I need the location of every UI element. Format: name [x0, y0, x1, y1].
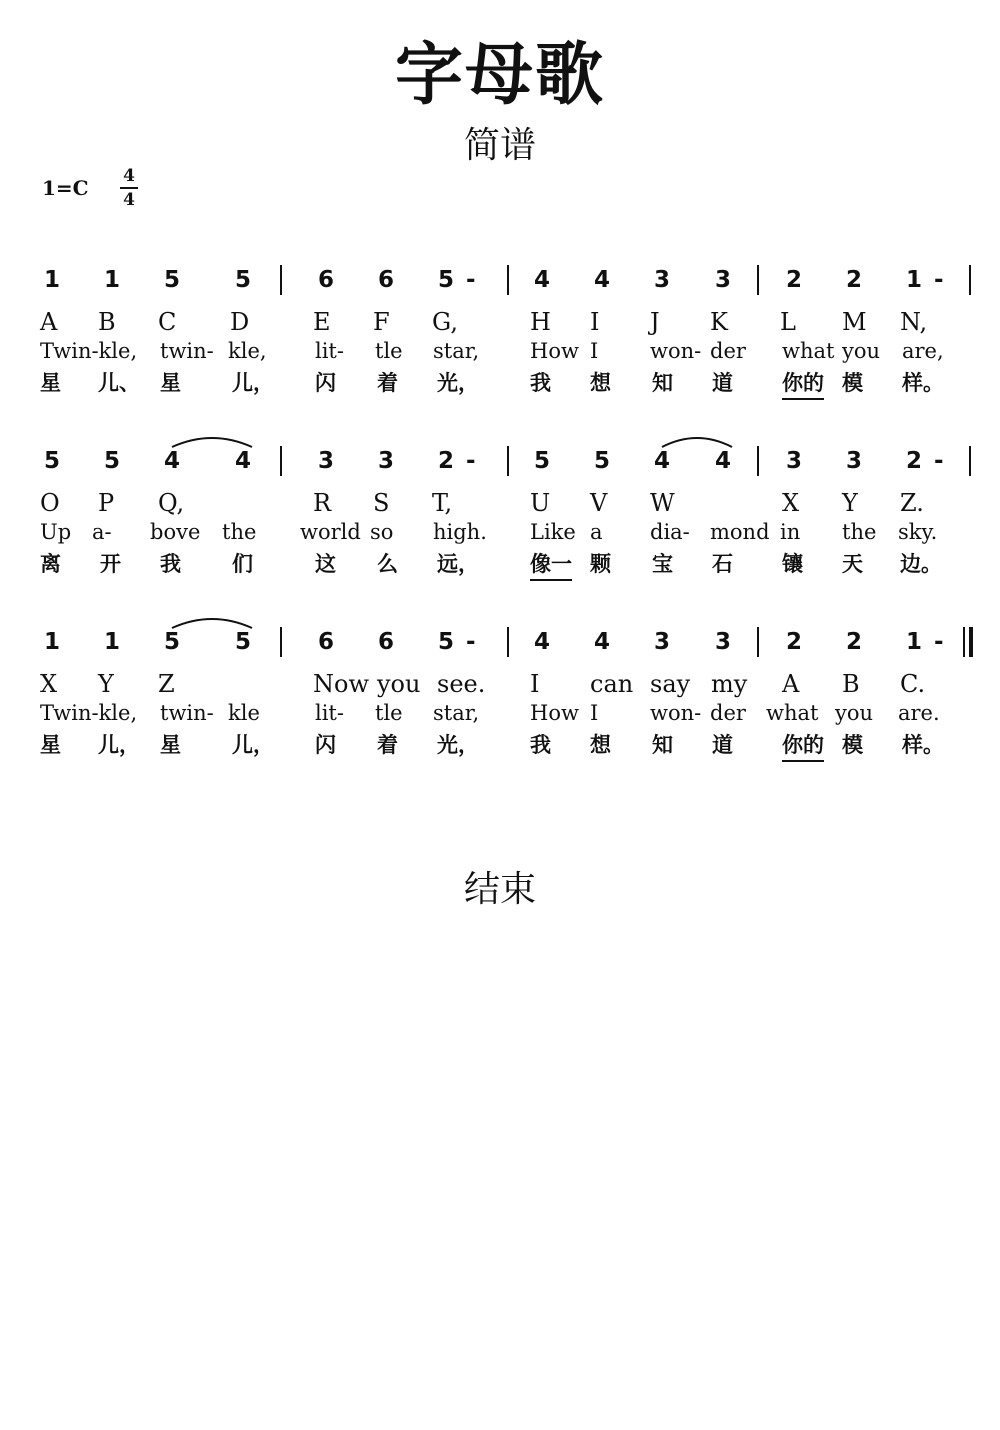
- note: 3: [378, 448, 395, 474]
- letter-lyric: Z.: [900, 489, 924, 517]
- chinese-lyric: 道: [712, 371, 733, 395]
- letter-lyric: U: [530, 489, 551, 517]
- note: -: [466, 448, 476, 474]
- chinese-lyric: 知: [652, 371, 673, 395]
- note: 5: [438, 267, 455, 293]
- chinese-lyric: 你的: [782, 370, 824, 400]
- note: 5: [164, 629, 181, 655]
- chinese-lyric: 想: [590, 371, 611, 395]
- letter-lyric: can: [590, 670, 634, 698]
- letter-lyric: P: [98, 489, 115, 517]
- note: -: [934, 267, 944, 293]
- letter-lyric: you: [377, 670, 421, 698]
- note: 5: [164, 267, 181, 293]
- chinese-lyric: 像一: [530, 551, 572, 581]
- note: 5: [438, 629, 455, 655]
- barline: [969, 446, 971, 476]
- note: 4: [715, 448, 732, 474]
- note: 2: [438, 448, 455, 474]
- note: 2: [786, 267, 803, 293]
- note: 3: [786, 448, 803, 474]
- time-signature-divider: [120, 187, 138, 189]
- english-lyric: lit-: [315, 339, 344, 363]
- letter-lyric: C.: [900, 670, 926, 698]
- chinese-lyric: 儿，: [232, 733, 274, 757]
- note: 1: [104, 267, 121, 293]
- note: 4: [594, 267, 611, 293]
- english-lyric: a: [590, 520, 603, 544]
- note: -: [934, 629, 944, 655]
- barline: [507, 446, 509, 476]
- letter-lyric: F: [373, 308, 390, 336]
- note: 2: [786, 629, 803, 655]
- chinese-lyric: 儿、: [98, 371, 140, 395]
- english-lyric: tle: [375, 339, 403, 363]
- time-signature-bottom: 4: [123, 190, 135, 210]
- note: 1: [44, 267, 61, 293]
- page-title: 字母歌: [394, 36, 605, 115]
- letter-lyric: B: [98, 308, 116, 336]
- final-barline-thin: [963, 627, 965, 657]
- letter-lyric: say: [650, 670, 691, 698]
- english-lyric: I: [590, 339, 599, 363]
- chinese-lyric: 着: [377, 733, 398, 757]
- chinese-lyric: 知: [652, 733, 673, 757]
- english-lyric: kle,: [228, 339, 267, 363]
- chinese-lyric: 星: [40, 733, 61, 757]
- english-lyric: what: [766, 701, 819, 725]
- note: 6: [318, 629, 335, 655]
- letter-lyric: S: [373, 489, 390, 517]
- page-subtitle: 简谱: [463, 125, 536, 166]
- key-signature: 1=C: [42, 176, 89, 200]
- note: 3: [846, 448, 863, 474]
- note: 3: [318, 448, 335, 474]
- letter-lyric: A: [40, 308, 58, 336]
- chinese-lyric: 镶: [782, 552, 803, 576]
- note: 5: [235, 629, 252, 655]
- chinese-lyric: 样。: [902, 371, 944, 395]
- english-lyric: lit-: [315, 701, 344, 725]
- barline: [757, 446, 759, 476]
- letter-lyric: C: [158, 308, 177, 336]
- letter-lyric: J: [650, 308, 660, 336]
- note: 5: [44, 448, 61, 474]
- english-lyric: Twin-kle,: [40, 701, 138, 725]
- note: -: [934, 448, 944, 474]
- english-lyric: tle: [375, 701, 403, 725]
- note: 1: [44, 629, 61, 655]
- chinese-lyric: 颗: [590, 552, 611, 576]
- english-lyric: high.: [433, 520, 487, 544]
- english-lyric: kle: [228, 701, 260, 725]
- english-lyric: so: [370, 520, 394, 544]
- note: 3: [715, 629, 732, 655]
- note: 4: [594, 629, 611, 655]
- note: 3: [715, 267, 732, 293]
- chinese-lyric: 儿，: [232, 371, 274, 395]
- note: 4: [654, 448, 671, 474]
- chinese-lyric: 这: [315, 552, 336, 576]
- time-signature-top: 4: [123, 166, 135, 186]
- english-lyric: Up: [40, 520, 72, 544]
- chinese-lyric: 远，: [437, 552, 479, 576]
- chinese-lyric: 星: [160, 733, 181, 757]
- time-signature: [118, 166, 140, 210]
- note: 6: [318, 267, 335, 293]
- letter-lyric: Now: [313, 670, 369, 698]
- letter-lyric: X: [782, 489, 800, 517]
- note: 5: [534, 448, 551, 474]
- note: 6: [378, 629, 395, 655]
- chinese-lyric: 星: [40, 371, 61, 395]
- barline: [969, 265, 971, 295]
- english-lyric: are.: [898, 701, 940, 725]
- letter-lyric: W: [650, 489, 675, 517]
- chinese-lyric: 开: [100, 552, 121, 576]
- chinese-lyric: 宝: [652, 552, 673, 576]
- chinese-lyric: 儿，: [98, 733, 140, 757]
- english-lyric: der: [710, 701, 746, 725]
- note: 1: [906, 629, 923, 655]
- english-lyric: I: [590, 701, 599, 725]
- chinese-lyric: 么: [377, 552, 398, 576]
- letter-lyric: V: [590, 489, 608, 517]
- english-lyric: a-: [92, 520, 112, 544]
- english-lyric: the: [222, 520, 257, 544]
- english-lyric: twin-: [160, 339, 214, 363]
- note: -: [466, 629, 476, 655]
- note: -: [466, 267, 476, 293]
- letter-lyric: N,: [900, 308, 928, 336]
- note: 1: [906, 267, 923, 293]
- letter-lyric: Y: [842, 489, 858, 517]
- english-lyric: what: [782, 339, 835, 363]
- note: 5: [104, 448, 121, 474]
- chinese-lyric: 离: [40, 552, 61, 576]
- note: 5: [235, 267, 252, 293]
- letter-lyric: H: [530, 308, 551, 336]
- note: 2: [906, 448, 923, 474]
- note: 2: [846, 267, 863, 293]
- note: 4: [534, 267, 551, 293]
- barline: [280, 627, 282, 657]
- letter-lyric: R: [313, 489, 332, 517]
- letter-lyric: L: [780, 308, 796, 336]
- note: 4: [235, 448, 252, 474]
- chinese-lyric: 我: [530, 733, 551, 757]
- english-lyric: dia-: [650, 520, 690, 544]
- final-barline: [969, 627, 973, 657]
- english-lyric: are,: [902, 339, 944, 363]
- english-lyric: Like: [530, 520, 576, 544]
- english-lyric: How: [530, 701, 579, 725]
- chinese-lyric: 光，: [437, 733, 479, 757]
- chinese-lyric: 石: [712, 552, 733, 576]
- barline: [507, 265, 509, 295]
- chinese-lyric: 着: [377, 371, 398, 395]
- chinese-lyric: 模: [842, 733, 863, 757]
- english-lyric: you: [842, 339, 881, 363]
- tie-arc: [170, 614, 254, 630]
- chinese-lyric: 模: [842, 371, 863, 395]
- chinese-lyric: 你的: [782, 732, 824, 762]
- chinese-lyric: 光，: [437, 371, 479, 395]
- barline: [507, 627, 509, 657]
- letter-lyric: K: [710, 308, 728, 336]
- letter-lyric: O: [40, 489, 60, 517]
- note: 4: [164, 448, 181, 474]
- english-lyric: the: [842, 520, 877, 544]
- note: 5: [594, 448, 611, 474]
- letter-lyric: M: [842, 308, 867, 336]
- letter-lyric: T,: [432, 489, 453, 517]
- barline: [757, 265, 759, 295]
- note: 6: [378, 267, 395, 293]
- english-lyric: star,: [433, 339, 480, 363]
- letter-lyric: G,: [432, 308, 458, 336]
- english-lyric: world: [300, 520, 361, 544]
- chinese-lyric: 想: [590, 733, 611, 757]
- chinese-lyric: 们: [232, 552, 253, 576]
- note: 1: [104, 629, 121, 655]
- chinese-lyric: 星: [160, 371, 181, 395]
- letter-lyric: see.: [437, 670, 486, 698]
- letter-lyric: B: [842, 670, 860, 698]
- letter-lyric: Q,: [158, 489, 185, 517]
- letter-lyric: I: [590, 308, 600, 336]
- chinese-lyric: 样。: [902, 733, 944, 757]
- english-lyric: twin-: [160, 701, 214, 725]
- english-lyric: won-: [650, 339, 702, 363]
- chinese-lyric: 道: [712, 733, 733, 757]
- note: 3: [654, 629, 671, 655]
- chinese-lyric: 边。: [900, 552, 942, 576]
- english-lyric: mond: [710, 520, 770, 544]
- note: 3: [654, 267, 671, 293]
- letter-lyric: A: [782, 670, 800, 698]
- chinese-lyric: 闪: [315, 733, 336, 757]
- english-lyric: bove: [150, 520, 201, 544]
- chinese-lyric: 闪: [315, 371, 336, 395]
- english-lyric: in: [780, 520, 801, 544]
- english-lyric: star,: [433, 701, 480, 725]
- english-lyric: you: [835, 701, 874, 725]
- note: 2: [846, 629, 863, 655]
- english-lyric: How: [530, 339, 579, 363]
- letter-lyric: Z: [158, 670, 175, 698]
- english-lyric: won-: [650, 701, 702, 725]
- note: 4: [534, 629, 551, 655]
- letter-lyric: X: [40, 670, 58, 698]
- letter-lyric: Y: [98, 670, 114, 698]
- english-lyric: Twin-kle,: [40, 339, 138, 363]
- english-lyric: sky.: [898, 520, 938, 544]
- tie-arc: [660, 433, 734, 449]
- letter-lyric: D: [230, 308, 250, 336]
- barline: [280, 265, 282, 295]
- ending-text: 结束: [463, 869, 536, 910]
- barline: [757, 627, 759, 657]
- barline: [280, 446, 282, 476]
- chinese-lyric: 天: [842, 552, 863, 576]
- chinese-lyric: 我: [530, 371, 551, 395]
- letter-lyric: my: [711, 670, 748, 698]
- chinese-lyric: 我: [160, 552, 181, 576]
- letter-lyric: I: [530, 670, 540, 698]
- english-lyric: der: [710, 339, 746, 363]
- letter-lyric: E: [313, 308, 331, 336]
- tie-arc: [170, 433, 254, 449]
